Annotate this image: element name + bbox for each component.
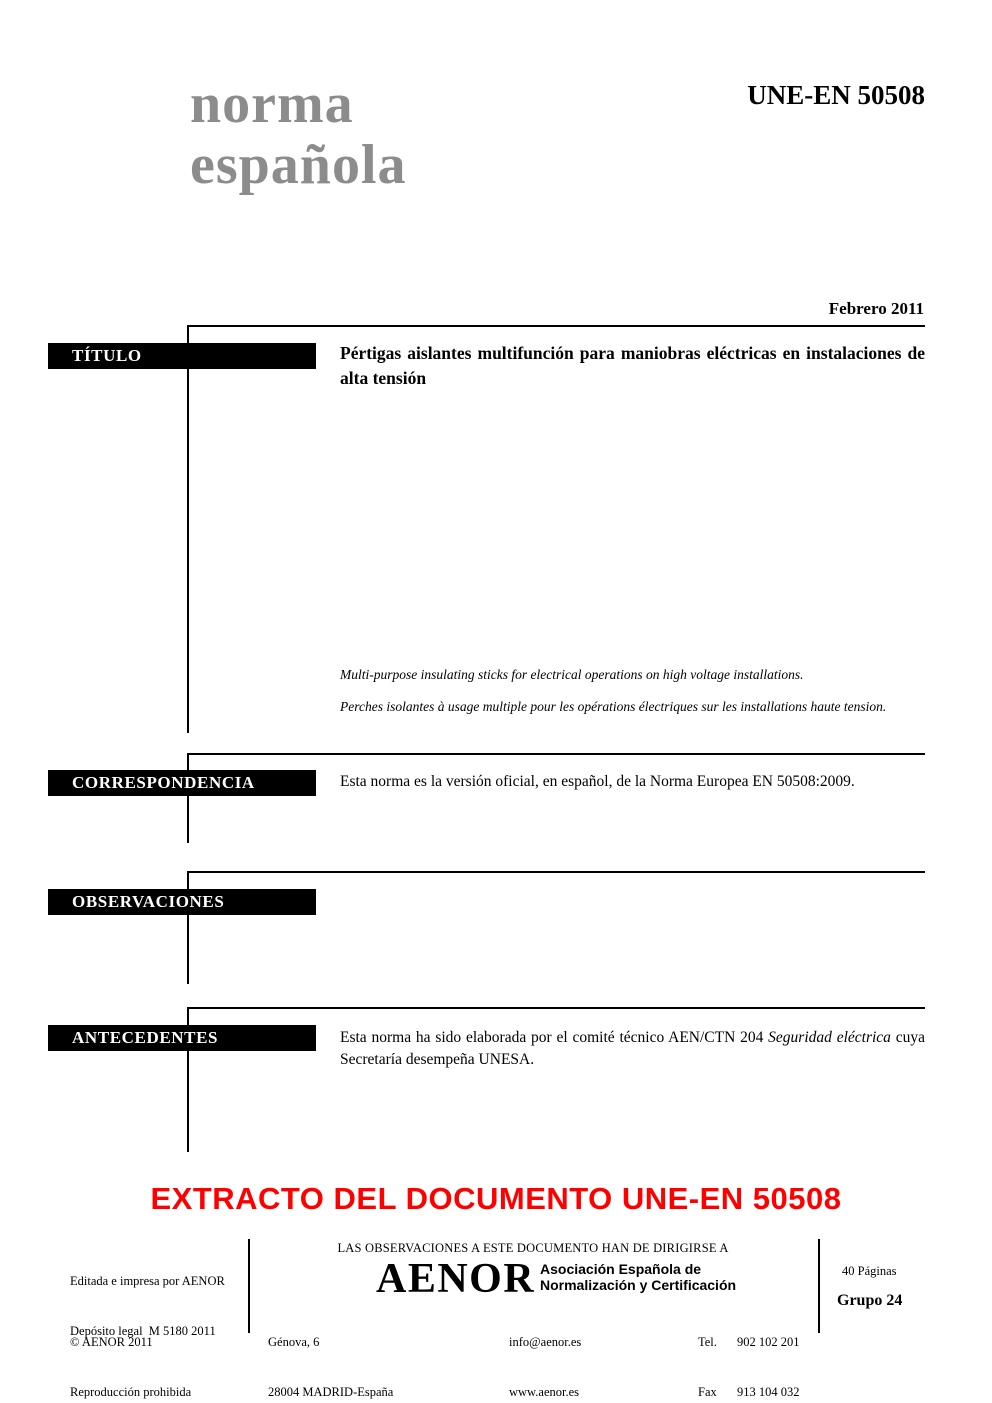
footer-address-block <box>268 1301 393 1403</box>
footer-group: Grupo 24 <box>837 1292 903 1309</box>
correspondencia-rule-vertical <box>187 753 189 843</box>
footer-page-count: 40 Páginas <box>842 1264 897 1278</box>
antecedentes-rule-horizontal <box>187 1007 925 1009</box>
footer-phone-labels <box>698 1301 717 1403</box>
footer-address-line-2: 28004 MADRID-España <box>268 1384 394 1399</box>
footer-fax-label: Fax <box>698 1384 717 1399</box>
issue-date: Febrero 2011 <box>828 299 924 318</box>
footer-notice: LAS OBSERVACIONES A ESTE DOCUMENTO HAN DE DIRIGIRSE A <box>337 1241 729 1255</box>
observaciones-rule-vertical <box>187 871 189 984</box>
titulo-label-bar: TÍTULO <box>48 343 316 369</box>
titulo-translation-fr: Perches isolantes à usage multiple pour les opérations électriques sur les installations haute tension. <box>340 699 887 714</box>
extract-banner: EXTRACTO DEL DOCUMENTO UNE-EN 50508 <box>150 1181 842 1216</box>
footer-website: www.aenor.es <box>509 1384 580 1399</box>
footer-copyright-block <box>70 1301 191 1403</box>
observaciones-rule-horizontal <box>187 871 925 873</box>
brand-line-2: española <box>190 134 407 196</box>
footer-address-line-1: Génova, 6 <box>268 1335 320 1349</box>
footer-tel-value: 902 102 201 <box>737 1335 800 1349</box>
brand-wordmark <box>190 74 407 196</box>
footer-tel-label: Tel. <box>698 1335 717 1349</box>
document-code: UNE-EN 50508 <box>747 80 925 110</box>
footer-email: info@aenor.es <box>509 1335 582 1349</box>
footer-divider-right <box>818 1239 820 1333</box>
footer-fax-value: 913 104 032 <box>737 1384 800 1399</box>
aenor-logo: AENOR <box>376 1256 536 1302</box>
aenor-org-line-1: Asociación Española de <box>540 1261 702 1277</box>
footer-web-block <box>509 1301 581 1403</box>
antecedentes-text-part2: cuya Secretaría desempeña UNESA. <box>340 1029 925 1068</box>
aenor-org-name <box>540 1262 736 1293</box>
correspondencia-text: Esta norma es la versión oficial, en español, de la Norma Europea EN 50508:2009. <box>340 773 855 790</box>
antecedentes-text-italic: Seguridad eléctrica <box>768 1029 891 1046</box>
footer-phone-values <box>737 1301 800 1403</box>
aenor-org-line-2: Normalización y Certificación <box>540 1276 737 1293</box>
correspondencia-label-bar: CORRESPONDENCIA <box>48 770 316 796</box>
titulo-rule-horizontal <box>187 325 925 327</box>
titulo-rule-vertical <box>187 325 189 733</box>
footer-printed-by: Editada e impresa por AENOR <box>70 1274 225 1288</box>
titulo-translation-en: Multi-purpose insulating sticks for electrical operations on high voltage installations. <box>340 667 804 682</box>
titulo-text: Pértigas aislantes multifunción para maniobras eléctricas en instalaciones de alta tensión <box>340 343 925 388</box>
footer-copyright: © AENOR 2011 <box>70 1335 153 1349</box>
antecedentes-text <box>340 1027 925 1071</box>
correspondencia-rule-horizontal <box>187 753 925 755</box>
observaciones-label-bar: OBSERVACIONES <box>48 889 316 915</box>
antecedentes-label-bar: ANTECEDENTES <box>48 1025 316 1051</box>
footer-legal-deposit: Depósito legal M 5180 2011 <box>70 1323 216 1338</box>
antecedentes-text-part1: Esta norma ha sido elaborada por el comité técnico AEN/CTN 204 <box>340 1029 769 1046</box>
footer-reproduction: Reproducción prohibida <box>70 1384 192 1399</box>
brand-line-1: norma <box>190 73 354 135</box>
